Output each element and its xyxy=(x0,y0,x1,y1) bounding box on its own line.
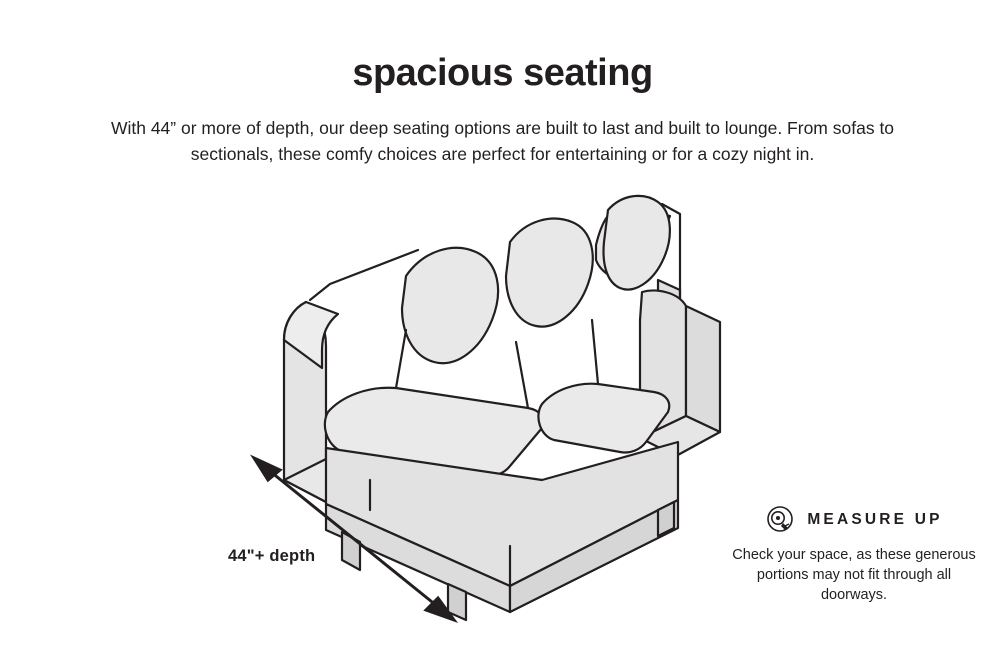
description-text: With 44” or more of depth, our deep seating options are built to last and built to lounge. From sofas to sectionals, these comfy choices are perfect for entertaining or for a cozy night in. xyxy=(110,118,895,164)
measure-up-callout xyxy=(729,505,979,605)
page-title: spacious seating xyxy=(352,52,653,94)
depth-label: 44"+ depth xyxy=(228,547,316,565)
sofa-illustration xyxy=(210,180,790,640)
measure-up-title: MEASURE UP xyxy=(807,511,943,528)
measure-up-body: Check your space, as these generous portions may not fit through all doorways. xyxy=(732,547,976,603)
tape-measure-icon xyxy=(765,505,795,535)
